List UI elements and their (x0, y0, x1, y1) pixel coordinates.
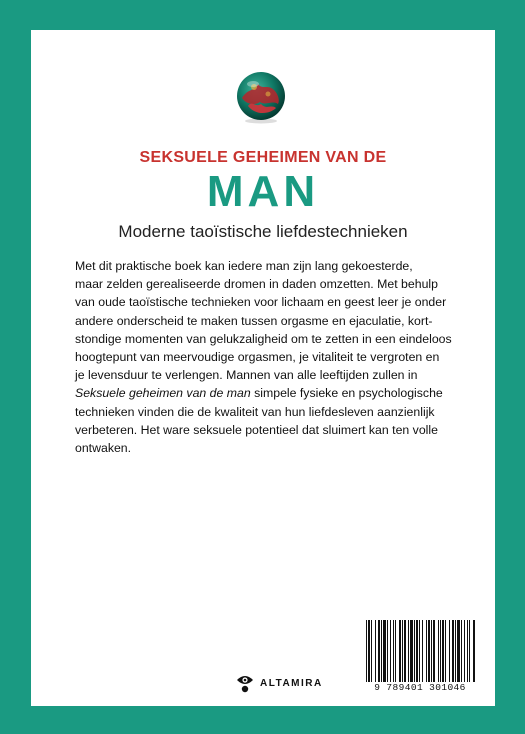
publisher-name: ALTAMIRA (260, 677, 323, 689)
barcode-bar (438, 620, 439, 682)
blurb-text (75, 257, 455, 457)
altamira-eye-logo-icon (236, 672, 254, 694)
barcode-bar (426, 620, 427, 682)
barcode-bar (467, 620, 468, 682)
blurb-line (75, 384, 455, 402)
isbn-number: 9 789401 301046 (374, 682, 466, 693)
barcode-bar (393, 620, 394, 682)
barcode-bar (375, 620, 376, 682)
book-title: MAN (206, 167, 320, 216)
barcode-bar (410, 620, 413, 682)
barcode-bar (404, 620, 406, 682)
barcode-bar (368, 620, 370, 682)
barcode-bar (383, 620, 386, 682)
blurb-line: andere onderscheid te maken tussen orgasme en ejaculatie, kort- (75, 313, 433, 328)
barcode-bar (433, 620, 435, 682)
barcode-bar (452, 620, 454, 682)
barcode-bar (469, 620, 470, 682)
barcode-bar (408, 620, 409, 682)
back-cover-panel (31, 30, 495, 706)
barcode-bar (395, 620, 396, 682)
barcode-bar (419, 620, 420, 682)
blurb-line: hoogtepunt van meervoudige orgasmen, je vitaliteit te vergroten en (75, 350, 440, 365)
barcode-bar (440, 620, 441, 682)
barcode-bar (464, 620, 465, 682)
barcode-bar (445, 620, 446, 682)
blurb-italic-title: Seksuele geheimen van de man (75, 386, 251, 401)
barcode-bar (457, 620, 460, 682)
barcode-bar (402, 620, 403, 682)
publisher-imprint (236, 671, 323, 695)
blurb-line: Met dit praktische boek kan iedere man zijn lang gekoesterde, (75, 259, 413, 273)
blurb-line: technieken vinden die de kwaliteit van hun liefdesleven aanzienlijk (75, 404, 435, 419)
title-kicker: SEKSUELE GEHEIMEN VAN DE (139, 149, 387, 166)
barcode-bar (442, 620, 444, 682)
book-subtitle: Moderne taoïstische liefdestechnieken (118, 222, 408, 241)
blurb-line: je levensduur te verlengen. Mannen van alle leeftijden zullen in (75, 368, 418, 383)
barcode-bar (399, 620, 401, 682)
barcode-bar (366, 620, 367, 682)
barcode-bar (422, 620, 423, 682)
barcode-bar (461, 620, 462, 682)
barcode-bar (455, 620, 456, 682)
isbn-barcode (364, 620, 476, 682)
barcode-bar (390, 620, 391, 682)
barcode-bar (416, 620, 418, 682)
barcode-bar (381, 620, 382, 682)
barcode-bar (473, 620, 475, 682)
barcode-bar (387, 620, 388, 682)
chinese-health-ball-icon (234, 70, 288, 124)
barcode-bar (378, 620, 380, 682)
blurb-line: van oude taoïstische technieken voor lichaam en geest leer je onder (75, 295, 447, 310)
barcode-bar (449, 620, 450, 682)
barcode-bar (431, 620, 432, 682)
blurb-line: stondige momenten van gelukzaligheid om te zetten in een eindeloos (75, 331, 452, 346)
barcode-bar (371, 620, 372, 682)
blurb-line: maar zelden gerealiseerde dromen in daden omzetten. Met behulp (75, 277, 438, 292)
barcode-bar (414, 620, 415, 682)
blurb-line-rest: simpele fysieke en psychologische (250, 386, 443, 401)
blurb-line: ontwaken. (75, 441, 132, 456)
barcode-bar (428, 620, 430, 682)
blurb-line: verbeteren. Het ware seksuele potentieel dat sluimert kan ten volle (75, 422, 438, 437)
